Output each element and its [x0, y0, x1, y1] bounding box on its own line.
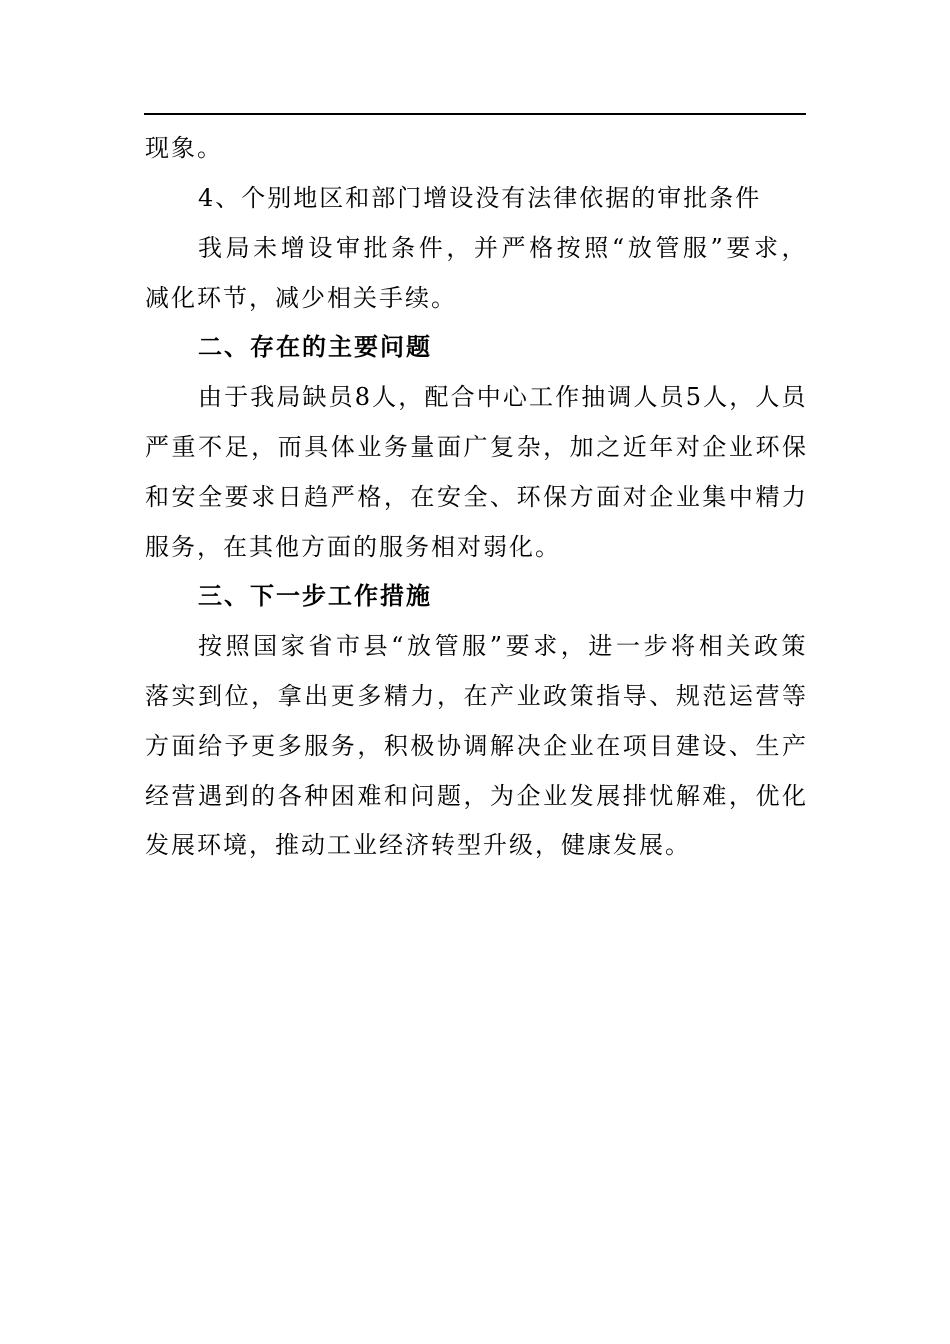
section-heading: 二、存在的主要问题 — [198, 333, 432, 361]
body-line: 落实到位，拿出更多精力，在产业政策指导、规范运营等 — [145, 682, 809, 710]
body-line: 现象。 — [145, 134, 223, 162]
body-line: 服务，在其他方面的服务相对弱化。 — [145, 533, 561, 561]
body-line: 按照国家省市县“放管服”要求，进一步将相关政策 — [198, 632, 810, 660]
header-rule — [144, 113, 806, 115]
body-line: 减化环节，减少相关手续。 — [145, 284, 457, 312]
body-line: 发展环境，推动工业经济转型升级，健康发展。 — [145, 831, 691, 859]
body-line: 和安全要求日趋严格，在安全、环保方面对企业集中精力 — [145, 483, 809, 511]
body-line: 由于我局缺员8人，配合中心工作抽调人员5人，人员 — [198, 383, 808, 411]
section-heading: 三、下一步工作措施 — [198, 582, 432, 610]
body-line: 方面给予更多服务，积极协调解决企业在项目建设、生产 — [145, 732, 809, 760]
body-line: 严重不足，而具体业务量面广复杂，加之近年对企业环保 — [145, 433, 809, 461]
subheading-line: 4、个别地区和部门增设没有法律依据的审批条件 — [198, 184, 762, 212]
body-line: 我局未增设审批条件，并严格按照“放管服”要求， — [198, 234, 810, 262]
body-line: 经营遇到的各种困难和问题，为企业发展排忧解难，优化 — [145, 782, 809, 810]
